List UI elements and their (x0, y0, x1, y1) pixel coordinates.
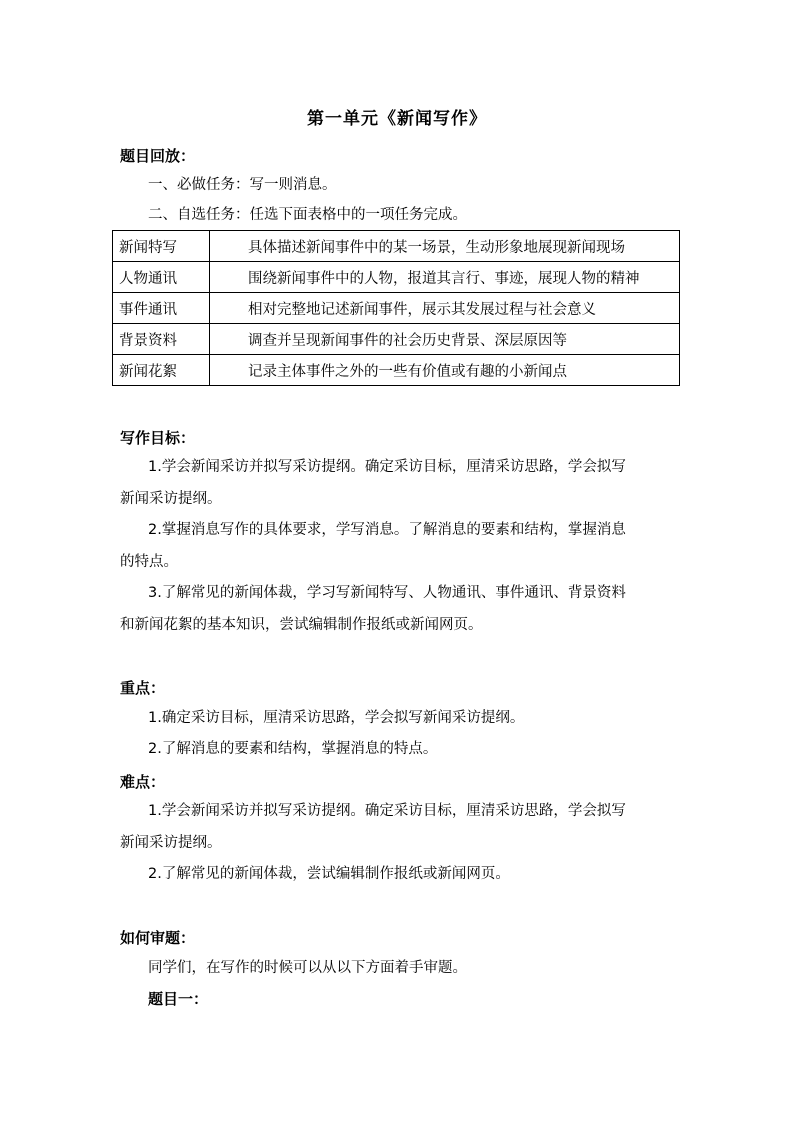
goal-2-line-1: 2.掌握消息写作的具体要求，学写消息。了解消息的要素和结构，掌握消息 (148, 522, 626, 538)
difficult-point-1-line-2: 新闻采访提纲。 (120, 835, 222, 851)
task-name: 新闻特写 (113, 231, 210, 262)
review-line-1: 一、必做任务：写一则消息。 (148, 177, 337, 193)
review-line-2: 二、自选任务：任选下面表格中的一项任务完成。 (148, 207, 467, 223)
task-table (112, 230, 680, 386)
difficult-point-1-line-1: 1.学会新闻采访并拟写采访提纲。确定采访目标，厘清采访思路，学会拟写 (148, 803, 626, 819)
difficult-points-heading: 难点： (120, 773, 166, 791)
goal-3-line-1: 3.了解常见的新闻体裁，学习写新闻特写、人物通讯、事件通讯、背景资料 (148, 585, 626, 601)
difficult-point-2: 2.了解常见的新闻体裁，尝试编辑制作报纸或新闻网页。 (148, 866, 510, 882)
howto-heading: 如何审题： (120, 929, 196, 947)
task-desc: 具体描述新闻事件中的某一场景，生动形象地展现新闻现场 (210, 231, 680, 262)
goal-1-line-1: 1.学会新闻采访并拟写采访提纲。确定采访目标，厘清采访思路，学会拟写 (148, 459, 626, 475)
table-row (113, 324, 680, 355)
task-desc: 围绕新闻事件中的人物，报道其言行、事迹，展现人物的精神 (210, 262, 680, 293)
table-row (113, 231, 680, 262)
table-row (113, 355, 680, 386)
table-row (113, 293, 680, 324)
key-points-heading: 重点： (120, 679, 166, 697)
task-name: 背景资料 (113, 324, 210, 355)
task-desc: 相对完整地记述新闻事件，展示其发展过程与社会意义 (210, 293, 680, 324)
task-desc: 调查并呈现新闻事件的社会历史背景、深层原因等 (210, 324, 680, 355)
task-desc: 记录主体事件之外的一些有价值或有趣的小新闻点 (210, 355, 680, 386)
review-heading: 题目回放： (120, 147, 196, 165)
howto-line: 同学们，在写作的时候可以从以下方面着手审题。 (148, 960, 467, 976)
goal-2-line-2: 的特点。 (120, 554, 178, 570)
page-title: 第一单元《新闻写作》 (307, 109, 487, 129)
goal-3-line-2: 和新闻花絮的基本知识，尝试编辑制作报纸或新闻网页。 (120, 617, 483, 633)
table-row (113, 262, 680, 293)
goal-1-line-2: 新闻采访提纲。 (120, 491, 222, 507)
question-one-label: 题目一： (148, 990, 209, 1008)
task-name: 人物通讯 (113, 262, 210, 293)
key-point-2: 2.了解消息的要素和结构，掌握消息的特点。 (148, 741, 438, 757)
key-point-1: 1.确定采访目标，厘清采访思路，学会拟写新闻采访提纲。 (148, 710, 525, 726)
task-name: 事件通讯 (113, 293, 210, 324)
goals-heading: 写作目标： (120, 429, 196, 447)
task-name: 新闻花絮 (113, 355, 210, 386)
